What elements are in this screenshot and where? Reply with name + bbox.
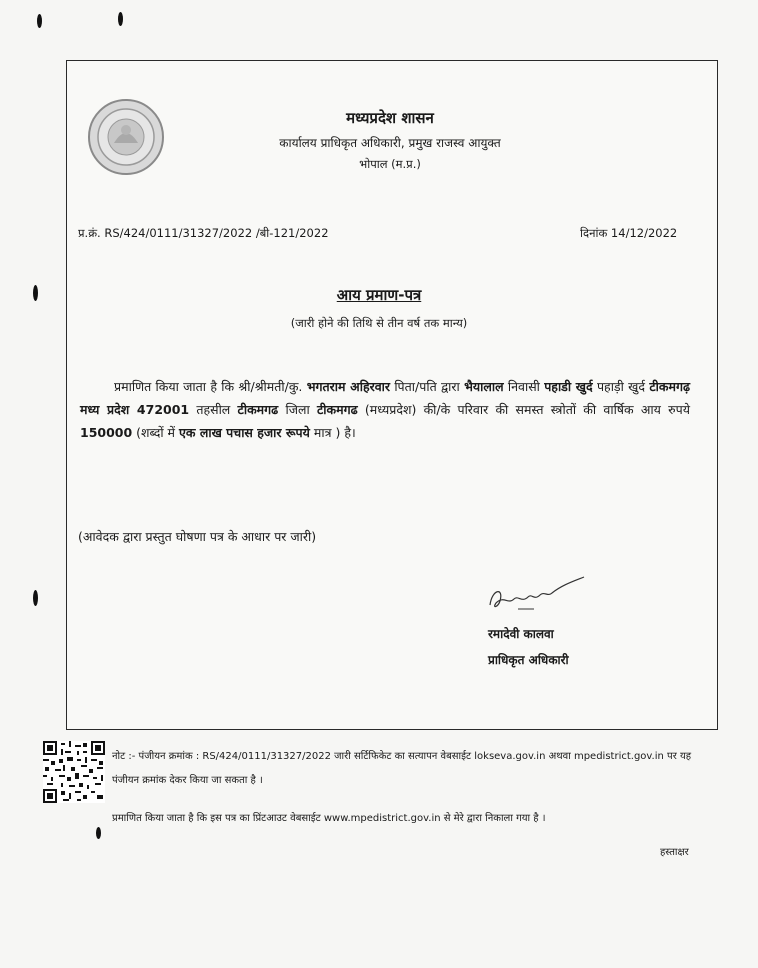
words-open: (शब्दों में [132, 425, 179, 440]
scan-speck [118, 12, 123, 26]
handwritten-signature [478, 575, 588, 620]
qr-code [43, 741, 105, 803]
relation-label: पिता/पति द्वारा [390, 379, 465, 394]
government-seal-icon [86, 97, 166, 177]
address-bold: टीकमगढ़ मध्य प्रदेश 472001 [80, 379, 691, 417]
printout-note: प्रमाणित किया जाता है कि इस पत्र का प्रिंटआउट वेबसाईट www.mpedistrict.gov.in से मेरे द्वारा निकाला गया है । [112, 813, 546, 824]
officer-designation: प्राधिकृत अधिकारी [488, 653, 569, 667]
office-city: भोपाल (म.प्र.) [359, 157, 421, 171]
body-intro: प्रमाणित किया जाता है कि श्री/श्रीमती/कु. [114, 379, 307, 394]
tehsil-name: टीकमगढ [237, 402, 279, 417]
state-note: (मध्यप्रदेश) की/के परिवार की समस्त स्त्रोतों की वार्षिक आय रुपये [357, 402, 690, 417]
office-name: कार्यालय प्राधिकृत अधिकारी, प्रमुख राजस्व आयुक्त [279, 136, 501, 150]
income-words: एक लाख पचास हजार रूपये [179, 425, 310, 440]
address-plain: पहाड़ी खुर्द [592, 379, 650, 394]
signature-label: हस्ताक्षर [660, 847, 689, 858]
verification-note: नोट :- पंजीयन क्रमांक : RS/424/0111/31327/2022 जारी सर्टिफिकेट का सत्यापन वेबसाईट lokseva.gov.in अथवा mpedistrict.gov.in पर यह पंजीयन क्रमांक देकर किया जा सकता है । [112, 751, 692, 786]
scan-speck [33, 590, 38, 606]
certificate-validity: (जारी होने की तिथि से तीन वर्ष तक मान्य) [290, 316, 468, 330]
declaration-note: (आवेदक द्वारा प्रस्तुत घोषणा पत्र के आधार पर जारी) [78, 529, 317, 544]
tehsil-label: तहसील [189, 402, 238, 417]
certificate-title: आय प्रमाण-पत्र [336, 286, 422, 304]
district-name: टीकमगढ [316, 402, 358, 417]
issue-date: दिनांक 14/12/2022 [580, 226, 678, 240]
scan-speck [37, 14, 42, 28]
reference-number: प्र.क्रं. RS/424/0111/31327/2022 /बी-121/2022 [78, 226, 329, 240]
district-label: जिला [278, 402, 317, 417]
words-close: मात्र ) है। [309, 425, 356, 440]
village-name: पहाडी खुर्द [544, 379, 593, 394]
certificate-body [80, 375, 690, 444]
header [240, 108, 540, 172]
applicant-name: भगतराम अहिरवार [306, 379, 391, 394]
officer-name: रमादेवी कालवा [488, 627, 554, 641]
father-name: भैयालाल [464, 379, 504, 394]
residence-label: निवासी [503, 379, 545, 394]
income-amount: 150000 [80, 425, 133, 440]
scan-speck [96, 827, 101, 839]
government-name: मध्यप्रदेश शासन [346, 109, 434, 127]
